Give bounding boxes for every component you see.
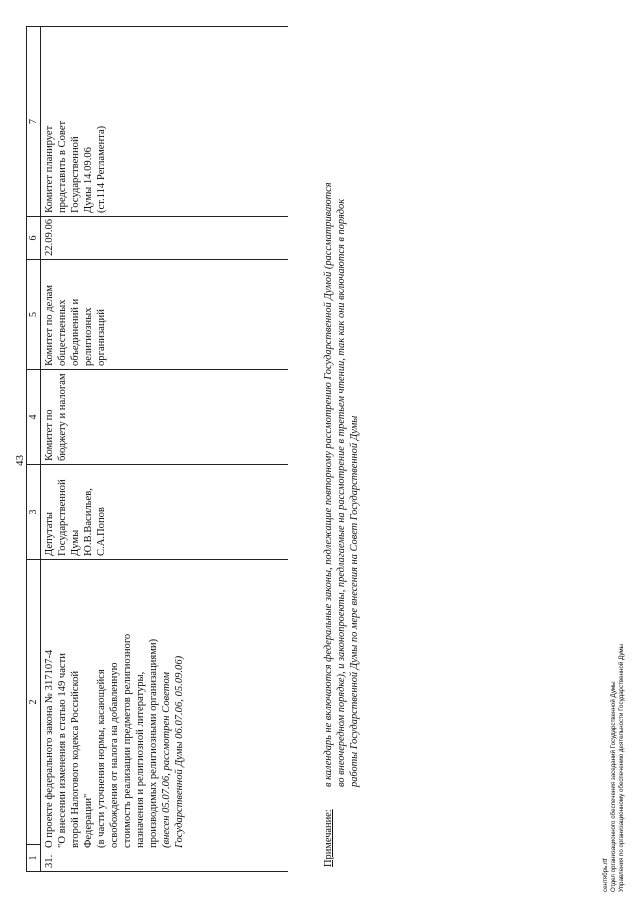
table-row xyxy=(41,27,289,872)
row-number: 31. xyxy=(44,854,55,868)
description-line: "О внесении изменения в статью 149 части xyxy=(57,653,68,848)
date-value: 22.09.06 xyxy=(44,218,55,256)
table-header-row xyxy=(27,27,41,872)
initiator-line: Ю.В.Васильев, xyxy=(83,488,94,556)
footer-filename: сентябрь.rtf xyxy=(602,858,609,892)
co-executor-line: объединений и xyxy=(70,298,81,366)
description-line: назначения и религиозной литературы, xyxy=(135,671,146,848)
column-header: 6 xyxy=(27,217,41,260)
column-header: 2 xyxy=(27,560,41,845)
co-executor-line: организаций xyxy=(96,309,107,366)
description-note-line: (внесен 05.07.06, рассмотрен Советом xyxy=(161,672,172,848)
description-line: стоимость реализации предметов религиозного xyxy=(122,633,133,848)
legislation-table xyxy=(26,26,288,872)
description-line: освобождения от налога на добавленную xyxy=(109,662,120,848)
footer xyxy=(602,292,626,892)
page-number: 43 xyxy=(14,455,26,466)
plan-line: Государственной xyxy=(70,136,81,213)
description-line: О проекте федерального закона № 317107-4 xyxy=(44,649,55,848)
initiator-line: Государственной xyxy=(57,479,68,556)
note-label: Примечание: xyxy=(323,809,334,867)
committee-cell xyxy=(41,370,289,465)
co-executor-cell xyxy=(41,260,289,370)
column-header: 3 xyxy=(27,465,41,560)
description-line: производимых религиозными организациями) xyxy=(148,638,159,848)
date-cell xyxy=(41,217,289,260)
initiator-line: Депутаты xyxy=(44,512,55,556)
initiator-line: С.А.Попов xyxy=(96,507,107,556)
initiator-line: Думы xyxy=(70,529,81,556)
column-header: 7 xyxy=(27,27,41,217)
footer-line: Отдел организационного обеспечения заседаний Государственной Думы xyxy=(610,681,617,892)
note-line: работы Государственной Думы по мере внесения на Совет Государственной Думы xyxy=(349,415,360,787)
bill-cell xyxy=(41,560,289,872)
description-line: Федерации" xyxy=(83,793,94,848)
bill-description xyxy=(43,563,186,848)
plan-cell xyxy=(41,27,289,217)
column-header: 1 xyxy=(27,845,41,872)
plan-line: Думы 14.09.06 xyxy=(83,147,94,213)
footer-line: Управления по организационному обеспечению деятельности Государственной Думы xyxy=(618,643,625,892)
co-executor-line: общественных xyxy=(57,299,68,366)
plan-line: Комитет планирует xyxy=(44,125,55,213)
co-executor-line: религиозных xyxy=(83,307,94,366)
initiator-cell xyxy=(41,465,289,560)
note-line: во внеочередном порядке), и законопроекты, предлагаемые на рассмотрение в третьем чтении, так как они включаются в порядок xyxy=(336,198,347,787)
description-line: (в части уточнения нормы, касающейся xyxy=(96,669,107,848)
plan-line: представить в Совет xyxy=(57,120,68,213)
description-note-line: Государственной Думы 06.07.06, 05.09.06) xyxy=(174,655,185,848)
note-line: в календарь не включаются федеральные законы, подлежащие повторному рассмотрению Государственной Думой (рассматриваются xyxy=(323,182,334,787)
note-text xyxy=(322,27,361,787)
description-line: второй Налогового кодекса Российской xyxy=(70,670,81,848)
committee-line: бюджету и налогам xyxy=(57,373,68,461)
column-header: 5 xyxy=(27,260,41,370)
co-executor-line: Комитет по делам xyxy=(44,284,55,366)
committee-line: Комитет по xyxy=(44,409,55,461)
plan-line: (ст.114 Регламента) xyxy=(96,125,107,213)
column-header: 4 xyxy=(27,370,41,465)
